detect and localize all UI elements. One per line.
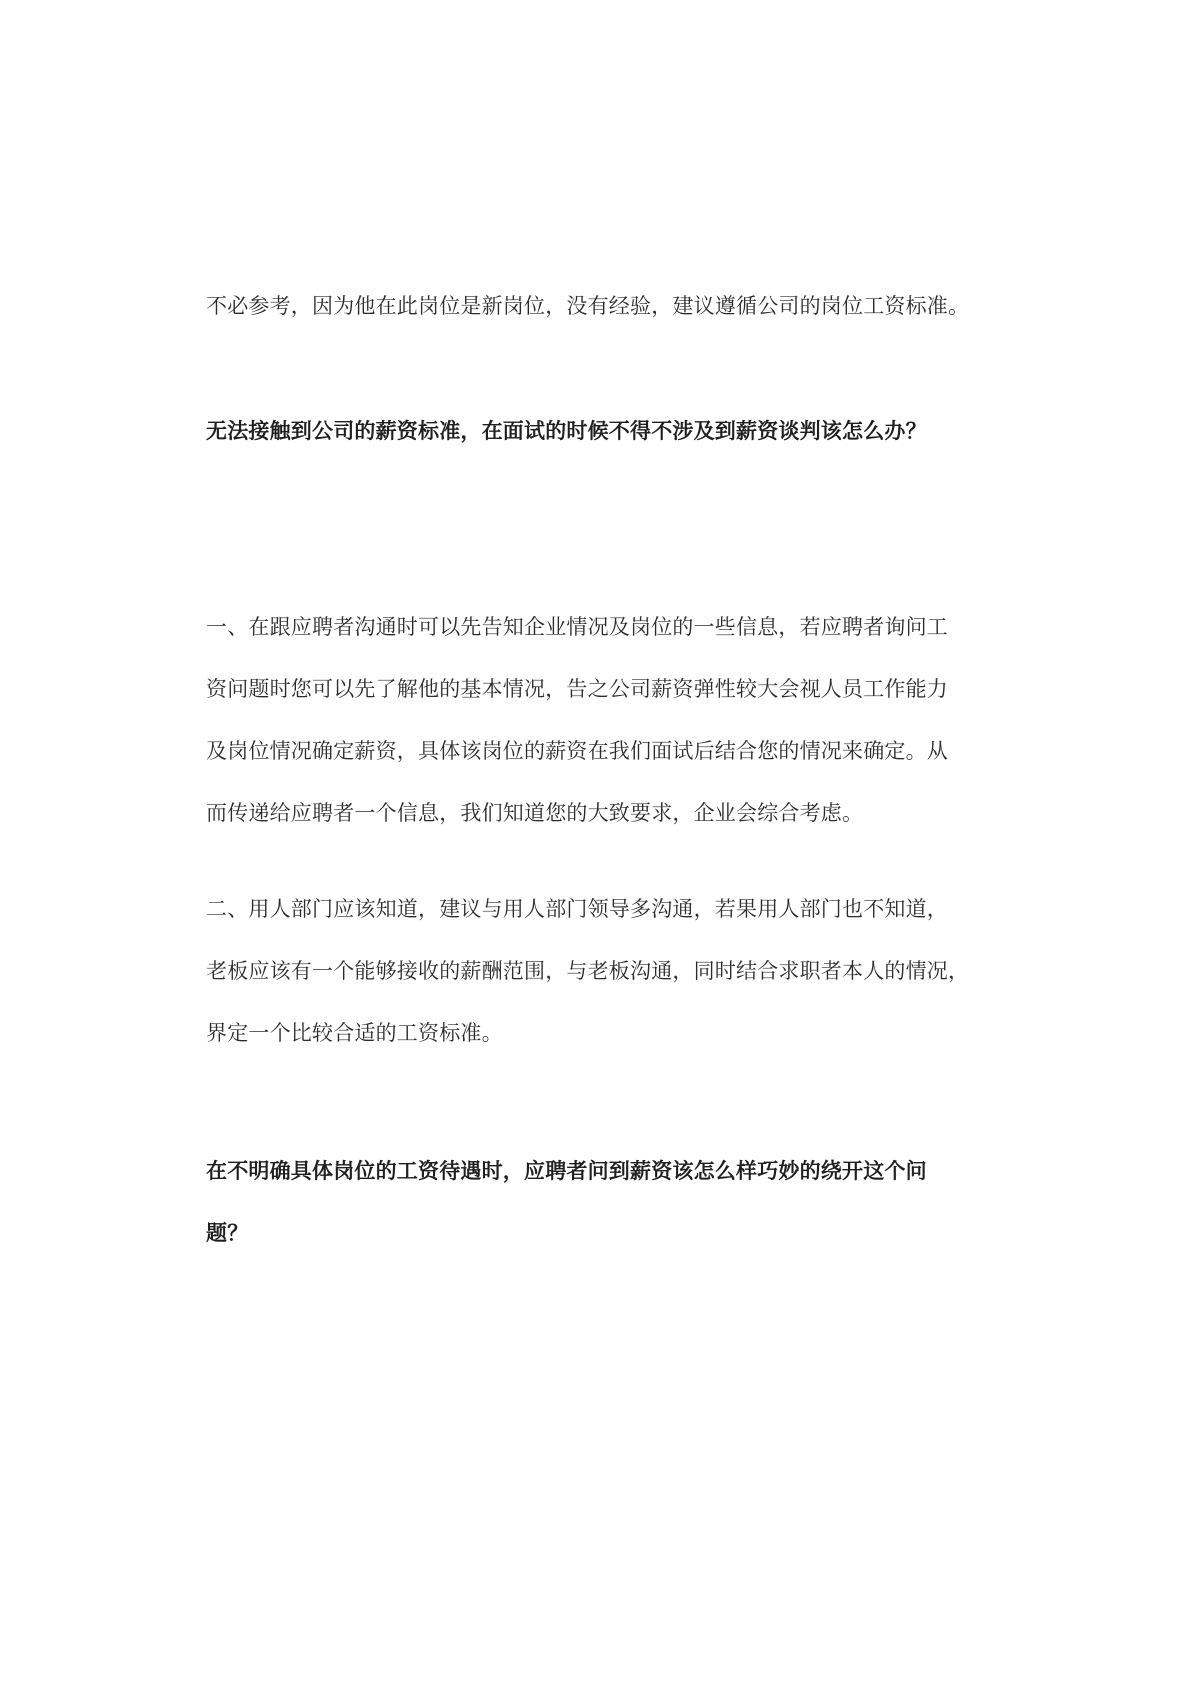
text-line: 界定一个比较合适的工资标准。 — [206, 1021, 503, 1045]
answer-paragraph-1 — [206, 596, 998, 844]
text-line: 二、用人部门应该知道，建议与用人部门领导多沟通，若果用人部门也不知道， — [206, 897, 948, 921]
text-line: 不必参考，因为他在此岗位是新岗位，没有经验，建议遵循公司的岗位工资标准。 — [206, 294, 970, 318]
text-line: 资问题时您可以先了解他的基本情况，告之公司薪资弹性较大会视人员工作能力 — [206, 677, 948, 701]
paragraph-salary-reference — [206, 275, 998, 337]
text-line: 题？ — [206, 1221, 249, 1245]
text-line: 无法接触到公司的薪资标准，在面试的时候不得不涉及到薪资谈判该怎么办？ — [206, 419, 927, 443]
text-line: 及岗位情况确定薪资，具体该岗位的薪资在我们面试后结合您的情况来确定。从 — [206, 739, 948, 763]
text-line: 在不明确具体岗位的工资待遇时，应聘者问到薪资该怎么样巧妙的绕开这个问 — [206, 1159, 927, 1183]
question-heading-2 — [206, 1140, 998, 1264]
text-line: 一、在跟应聘者沟通时可以先告知企业情况及岗位的一些信息，若应聘者询问工 — [206, 615, 948, 639]
text-line: 老板应该有一个能够接收的薪酬范围，与老板沟通，同时结合求职者本人的情况， — [206, 959, 970, 983]
document-page — [206, 0, 998, 1698]
text-line: 而传递给应聘者一个信息，我们知道您的大致要求，企业会综合考虑。 — [206, 801, 864, 825]
question-heading-1 — [206, 400, 998, 462]
answer-paragraph-2 — [206, 878, 998, 1064]
